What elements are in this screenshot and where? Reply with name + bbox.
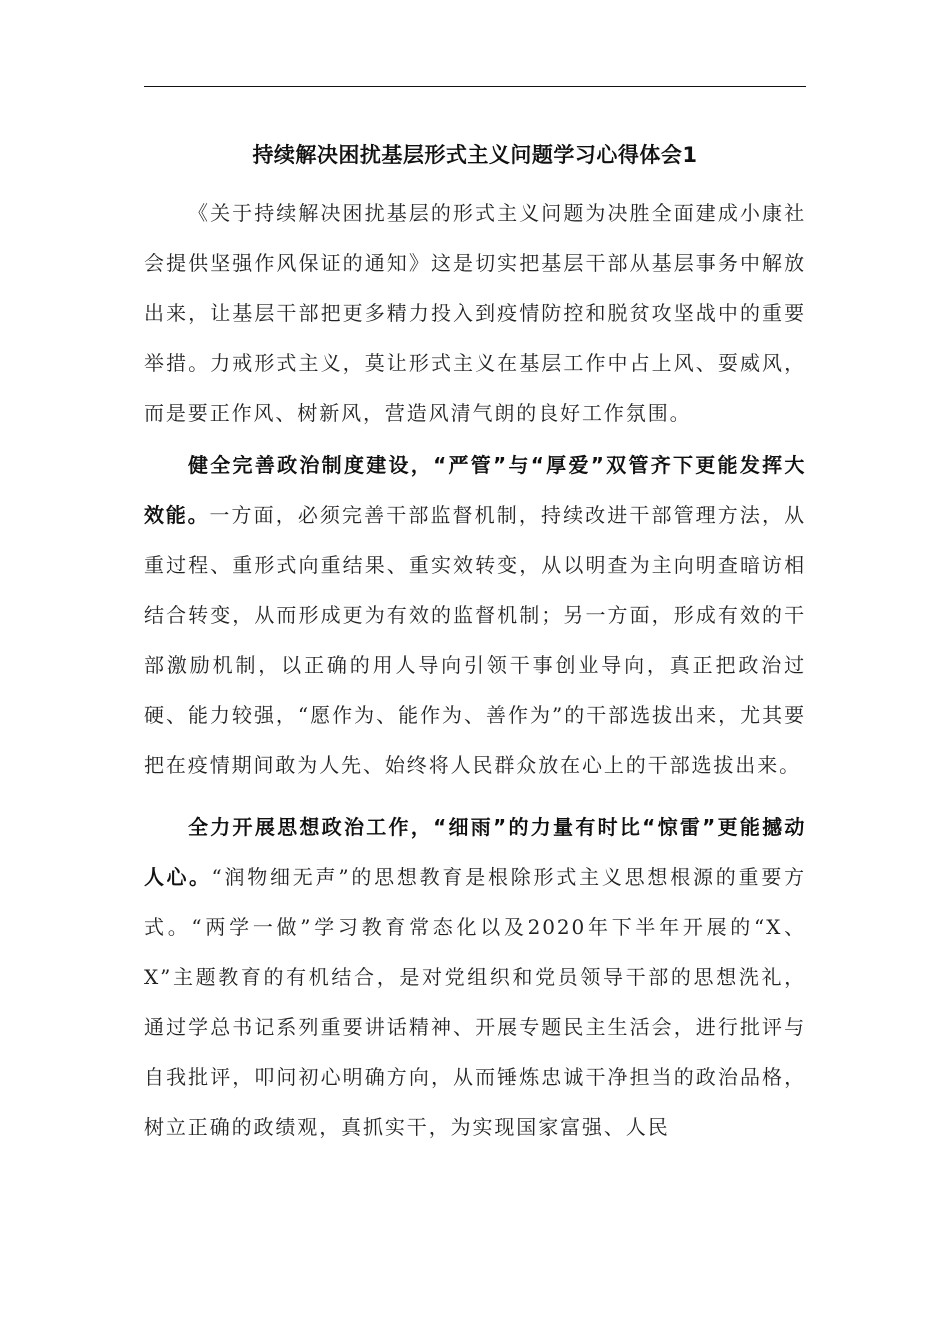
paragraph-text: “润物细无声”的思想教育是根除形式主义思想根源的重要方式。“两学一做”学习教育常态化以及2020年下半年开展的“X、X”主题教育的有机结合，是对党组织和党员领导干部的思想洗礼，通过学总书记系列重要讲话精神、开展专题民主生活会，进行批评与自我批评，叩问初心明确方向，从而锤炼忠诚干净担当的政治品格，树立正确的政绩观，真抓实干，为实现国家富强、人民 (144, 865, 806, 1139)
paragraph-intro (144, 188, 806, 438)
paragraph-lead: 健全完善政治制度建设，“严管”与“厚爱”双管齐下更能发挥大效能。 (144, 453, 806, 527)
paragraph-system-building (144, 440, 806, 790)
document-body (144, 188, 806, 1152)
paragraph-text: 一方面，必须完善干部监督机制，持续改进干部管理方法，从重过程、重形式向重结果、重实效转变，从以明查为主向明查暗访相结合转变，从而形成更为有效的监督机制；另一方面，形成有效的干部激励机制，以正确的用人导向引领干事创业导向，真正把政治过硬、能力较强，“愿作为、能作为、善作为”的干部选拔出来，尤其要把在疫情期间敢为人先、始终将人民群众放在心上的干部选拔出来。 (144, 503, 806, 777)
header-rule (144, 86, 806, 87)
paragraph-text: 《关于持续解决困扰基层的形式主义问题为决胜全面建成小康社会提供坚强作风保证的通知》这是切实把基层干部从基层事务中解放出来，让基层干部把更多精力投入到疫情防控和脱贫攻坚战中的重要举措。力戒形式主义，莫让形式主义在基层工作中占上风、耍威风，而是要正作风、树新风，营造风清气朗的良好工作氛围。 (144, 201, 806, 425)
paragraph-lead: 全力开展思想政治工作，“细雨”的力量有时比“惊雷”更能撼动人心。 (144, 815, 806, 889)
document-title: 持续解决困扰基层形式主义问题学习心得体会1 (252, 143, 698, 167)
paragraph-ideological-work (144, 802, 806, 1152)
